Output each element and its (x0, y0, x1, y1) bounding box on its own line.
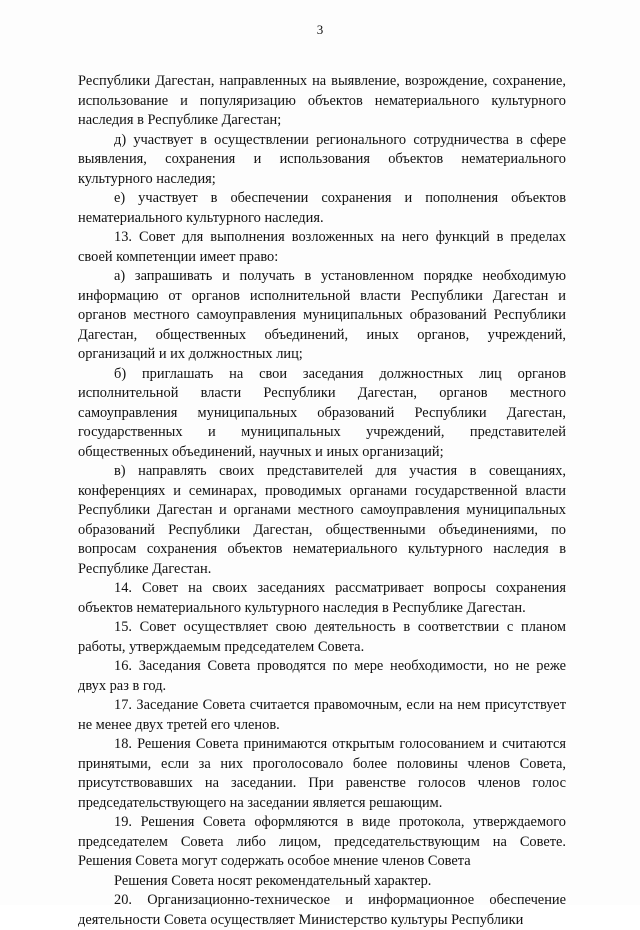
paragraph-13-item-a: а) запрашивать и получать в установленном порядке необходимую информацию от органов исполнительной власти Республики Дагестан и органов местного самоуправления муниципальных образований Республики Дагестан, общественных объединений, иных органов, учреждений, организаций и их должностных лиц; (78, 268, 566, 362)
paragraph-19-note: Решения Совета носят рекомендательный характер. (114, 872, 432, 889)
paragraph-19: 19. Решения Совета оформляются в виде протокола, утверждаемого председателем Совета либо лицом, председательствующим на Совете. Решения Совета могут содержать особое мнение членов Совета (78, 814, 566, 869)
paragraph-20: 20. Организационно-техническое и информационное обеспечение деятельности Совета осуществляет Министерство культуры Республики (78, 892, 566, 928)
paragraph-18: 18. Решения Совета принимаются открытым голосованием и считаются принятыми, если за них проголосовало более половины членов Совета, присутствовавших на заседании. При равенстве голосов членов голос председательствующего на заседании является решающим. (78, 736, 566, 811)
paragraph-item-e: е) участвует в обеспечении сохранения и пополнения объектов нематериального культурного наследия. (78, 190, 566, 226)
paragraph-item-d: д) участвует в осуществлении регионального сотрудничества в сфере выявления, сохранения и использования объектов нематериального культурного наследия; (78, 131, 566, 187)
paragraph-13-item-v: в) направлять своих представителей для участия в совещаниях, конференциях и семинарах, проводимых органами государственной власти Республики Дагестан и органами местного самоуправления муниципальных образований Республики Дагестан, общественными объединениями, по вопросам сохранения объектов нематериального культурного наследия в Республике Дагестан. (78, 463, 566, 577)
paragraph-continuation: Республики Дагестан, направленных на выявление, возрождение, сохранение, использование и популяризацию объектов нематериального культурного наследия в Республике Дагестан; (78, 73, 566, 128)
document-body (78, 72, 566, 930)
paragraph-16: 16. Заседания Совета проводятся по мере необходимости, но не реже двух раз в год. (78, 658, 566, 694)
paragraph-17: 17. Заседание Совета считается правомочным, если на нем присутствует не менее двух третей его членов. (78, 697, 566, 733)
paragraph-13-item-b: б) приглашать на свои заседания должностных лиц органов исполнительной власти Республики Дагестан, органов местного самоуправления муниципальных образований Республики Дагестан, государственных и муниципальных учреждений, представителей общественных объединений, научных и иных организаций; (78, 365, 566, 460)
paragraph-15: 15. Совет осуществляет свою деятельность в соответствии с планом работы, утверждаемым председателем Совета. (78, 619, 566, 655)
paragraph-14: 14. Совет на своих заседаниях рассматривает вопросы сохранения объектов нематериального культурного наследия в Республике Дагестан. (78, 580, 566, 616)
page-number: 3 (316, 22, 324, 37)
paragraph-13: 13. Совет для выполнения возложенных на него функций в пределах своей компетенции имеет право: (78, 229, 566, 265)
